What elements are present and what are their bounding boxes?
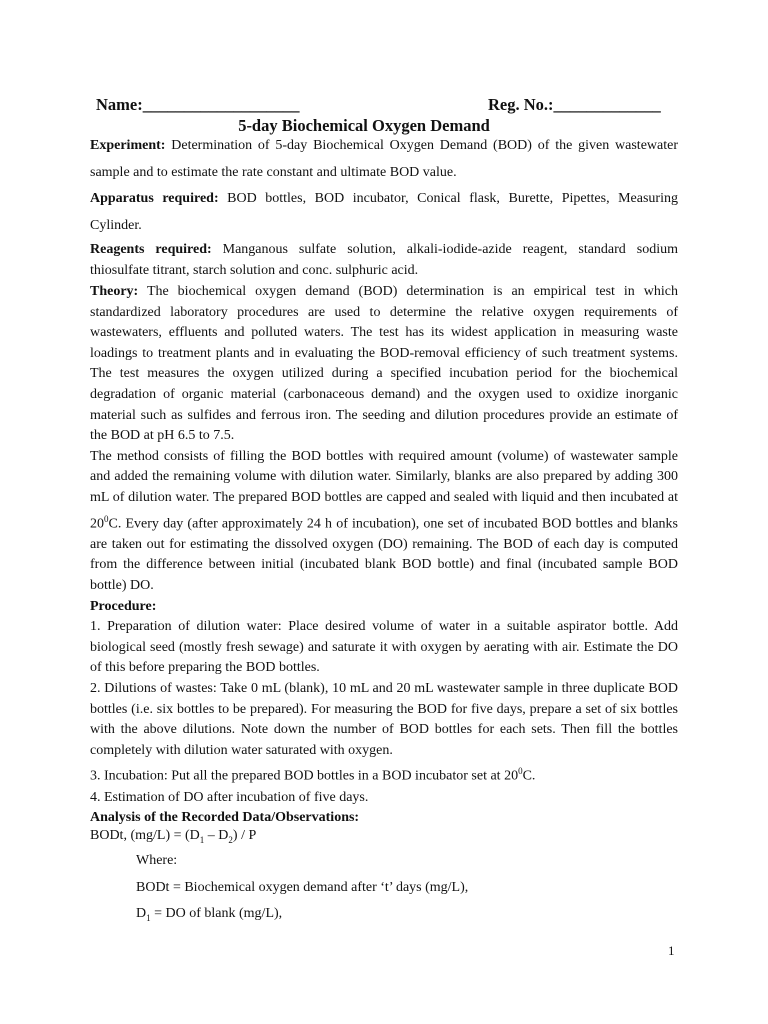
- procedure-step-3: [90, 761, 678, 787]
- reagents-label: Reagents required:: [90, 242, 212, 257]
- equation-part: – D: [204, 828, 229, 843]
- definition-d1: [90, 904, 282, 928]
- procedure-step-3-unit: C.: [522, 768, 536, 784]
- procedure-label: Procedure:: [90, 598, 157, 614]
- subscript: 1: [199, 834, 205, 845]
- reagents-section: [90, 240, 678, 281]
- theory-paragraph-1: [90, 282, 678, 447]
- definition-bodt: BODt = Biochemical oxygen demand after ‘t’ days (mg/L),: [136, 880, 469, 895]
- theory-paragraph-2: [90, 447, 678, 597]
- name-field-label: Name:___________________: [96, 95, 300, 114]
- page-number: 1: [668, 943, 675, 958]
- reg-no-field-label: Reg. No.:_____________: [488, 95, 661, 114]
- analysis-label: Analysis of the Recorded Data/Observations:: [90, 810, 360, 826]
- reagents-text: Manganous sulfate solution, alkali-iodide-azide reagent, standard sodium thiosulfate titrant, starch solution and conc. sulphuric acid.: [90, 242, 678, 278]
- experiment-section: [90, 132, 678, 186]
- theory-label: Theory:: [90, 284, 139, 299]
- equation-part: BODt, (mg/L) = (D: [90, 828, 200, 843]
- apparatus-label: Apparatus required:: [90, 191, 219, 206]
- theory-text-2a: The method consists of filling the BOD bottles with required amount (volume) of wastewater sample and added the remaining volume with dilution water. Similarly, blanks are also prepared by adding 300 mL of dilution water. The prepared BOD bottles are capped and sealed with liquid and then incubated at 20: [90, 448, 678, 532]
- theory-text-2b: C. Every day (after approximately 24 h of incubation), one set of incubated BOD bottles and blanks are taken out for estimating the dissolved oxygen (DO) remaining. The BOD of each day is computed from the difference between initial (incubated blank BOD bottle) and final (incubated sample BOD bottle) DO.: [90, 516, 678, 593]
- page-title: 5-day Biochemical Oxygen Demand: [238, 116, 490, 135]
- apparatus-text: BOD bottles, BOD incubator, Conical flask, Burette, Pipettes, Measuring Cylinder.: [90, 191, 678, 233]
- experiment-text: Determination of 5-day Biochemical Oxygen Demand (BOD) of the given wastewater sample and to estimate the rate constant and ultimate BOD value.: [90, 138, 678, 180]
- procedure-step-4: 4. Estimation of DO after incubation of five days.: [90, 789, 369, 805]
- theory-section: [90, 282, 678, 829]
- equation-part: ) / P: [232, 828, 257, 843]
- definition-text: = DO of blank (mg/L),: [150, 906, 283, 921]
- procedure-step-1: 1. Preparation of dilution water: Place desired volume of water in a suitable aspirator bottle. Add biological seed (mostly fresh sewage) and saturate it with oxygen by aerating with air. Estimate the DO of this before preparing the BOD bottles.: [90, 619, 678, 676]
- where-label: Where:: [136, 853, 178, 868]
- subscript: 1: [146, 912, 151, 923]
- degree-superscript: 0: [518, 766, 523, 777]
- bod-equation: [90, 826, 256, 850]
- degree-superscript: 0: [104, 513, 109, 524]
- definition-symbol: D: [136, 906, 147, 921]
- procedure-step-3-text: 3. Incubation: Put all the prepared BOD bottles in a BOD incubator set at 20: [90, 768, 519, 784]
- procedure-step-2: 2. Dilutions of wastes: Take 0 mL (blank), 10 mL and 20 mL wastewater sample in three duplicate BOD bottles (i.e. six bottles to be prepared). For measuring the BOD for five days, prepare a set of six bottles with the above dilutions. Note down the number of BOD bottles for each sets. Then fill the bottles completely with dilution water saturated with oxygen.: [90, 680, 678, 758]
- apparatus-section: [90, 185, 678, 239]
- theory-text-1: The biochemical oxygen demand (BOD) determination is an empirical test in which standardized laboratory procedures are used to determine the relative oxygen requirements of wastewaters, effluents and polluted waters. The test has its widest application in measuring waste loadings to treatment plants and in evaluating the BOD-removal efficiency of such treatment systems. The test measures the oxygen utilized during a specified incubation period for the biochemical degradation of organic material (carbonaceous demand) and the oxygen used to oxidize inorganic material such as sulfides and ferrous iron. The seeding and dilution procedures provide an estimate of the BOD at pH 6.5 to 7.5.: [90, 284, 678, 444]
- experiment-label: Experiment:: [90, 138, 166, 153]
- subscript: 2: [228, 834, 233, 845]
